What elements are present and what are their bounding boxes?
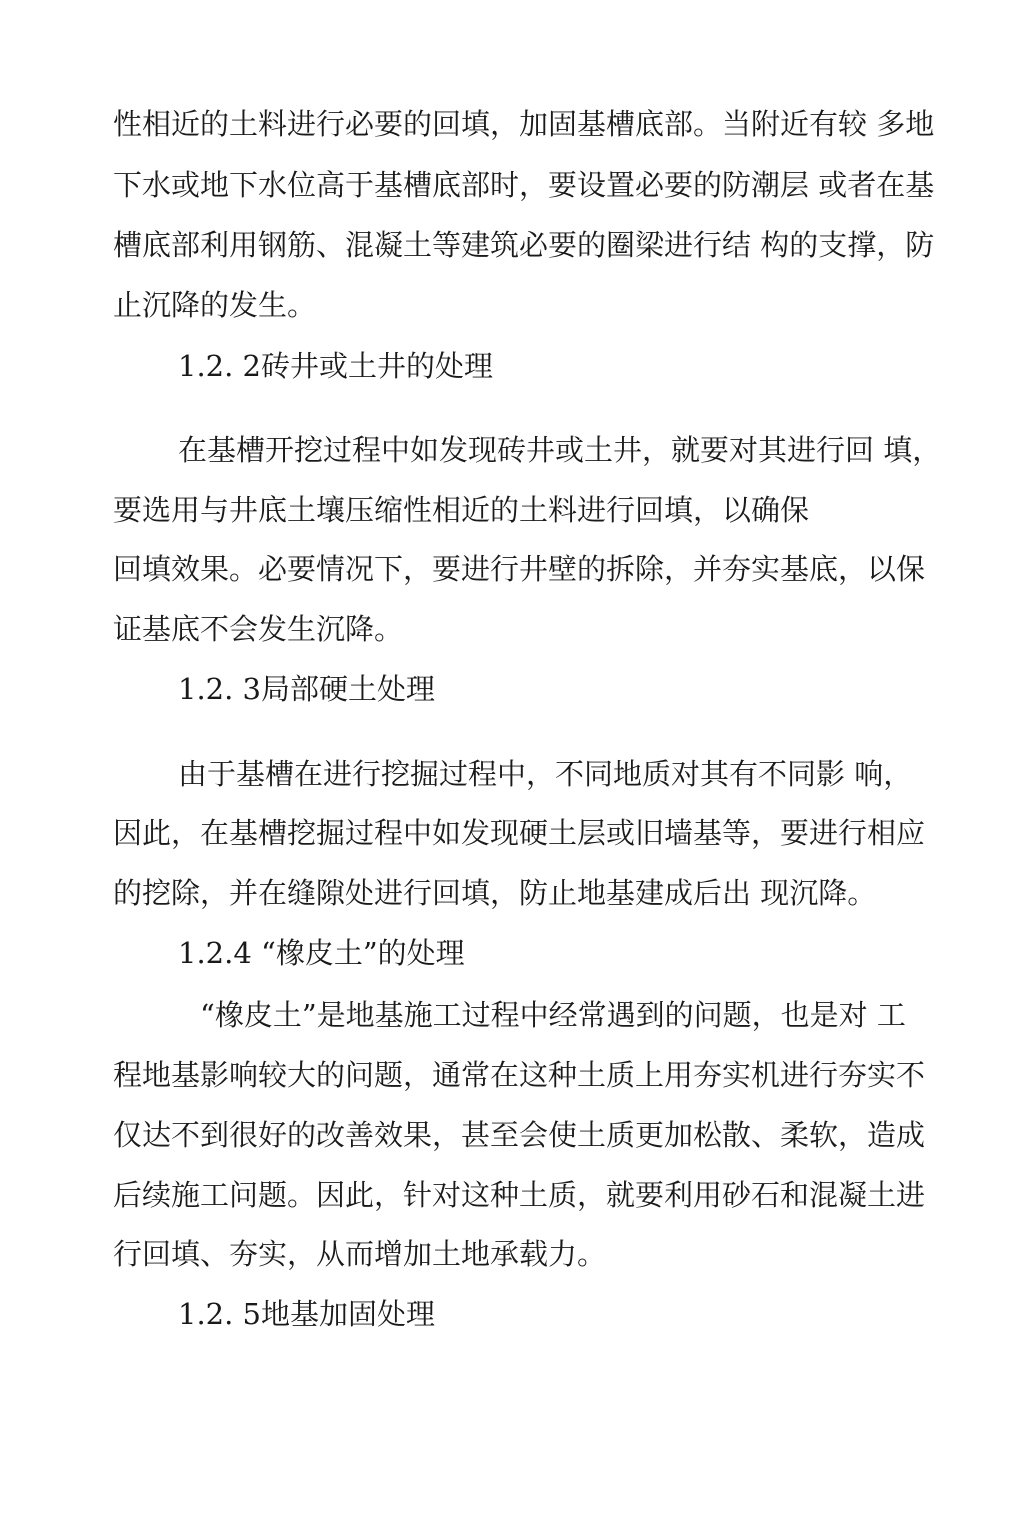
section-heading-hard-soil: 1.2. 3局部硬土处理 <box>178 672 436 706</box>
paragraph-line: 仅达不到很好的改善效果，甚至会使土质更加松散、柔软，造成 <box>113 1118 926 1152</box>
section-heading-foundation-reinforcement: 1.2. 5地基加固处理 <box>178 1297 436 1331</box>
section-heading-rubber-soil: 1.2.4 “橡皮土”的处理 <box>178 936 465 970</box>
paragraph-line: 性相近的土料进行必要的回填，加固基槽底部。当附近有较 多地 <box>113 107 935 141</box>
paragraph-line: 程地基影响较大的问题，通常在这种土质上用夯实机进行夯实不 <box>113 1058 926 1092</box>
paragraph-line: 在基槽开挖过程中如发现砖井或土井，就要对其进行回 填， <box>178 433 942 467</box>
paragraph-line: 由于基槽在进行挖掘过程中，不同地质对其有不同影 响， <box>178 757 913 791</box>
paragraph-line: 的挖除，并在缝隙处进行回填，防止地基建成后出 现沉降。 <box>113 876 877 910</box>
paragraph-line: 下水或地下水位高于基槽底部时，要设置必要的防潮层 或者在基 <box>113 168 935 202</box>
paragraph-line: 槽底部利用钢筋、混凝土等建筑必要的圈梁进行结 构的支撑，防 <box>113 228 935 262</box>
paragraph-line: 止沉降的发生。 <box>113 288 317 322</box>
paragraph-line: 证基底不会发生沉降。 <box>113 612 404 646</box>
paragraph-line: 行回填、夯实，从而增加土地承载力。 <box>113 1237 607 1271</box>
paragraph-line: 回填效果。必要情况下，要进行井壁的拆除，并夯实基底，以保 <box>113 552 926 586</box>
paragraph-line: 因此，在基槽挖掘过程中如发现硬土层或旧墙基等，要进行相应 <box>113 816 926 850</box>
section-heading-brick-well: 1.2. 2砖井或土井的处理 <box>178 349 494 383</box>
paragraph-line: 要选用与井底土壤压缩性相近的土料进行回填，以确保 <box>113 493 810 527</box>
paragraph-line: “橡皮土”是地基施工过程中经常遇到的问题，也是对 工 <box>200 998 906 1032</box>
paragraph-line: 后续施工问题。因此，针对这种土质，就要利用砂石和混凝土进 <box>113 1178 926 1212</box>
